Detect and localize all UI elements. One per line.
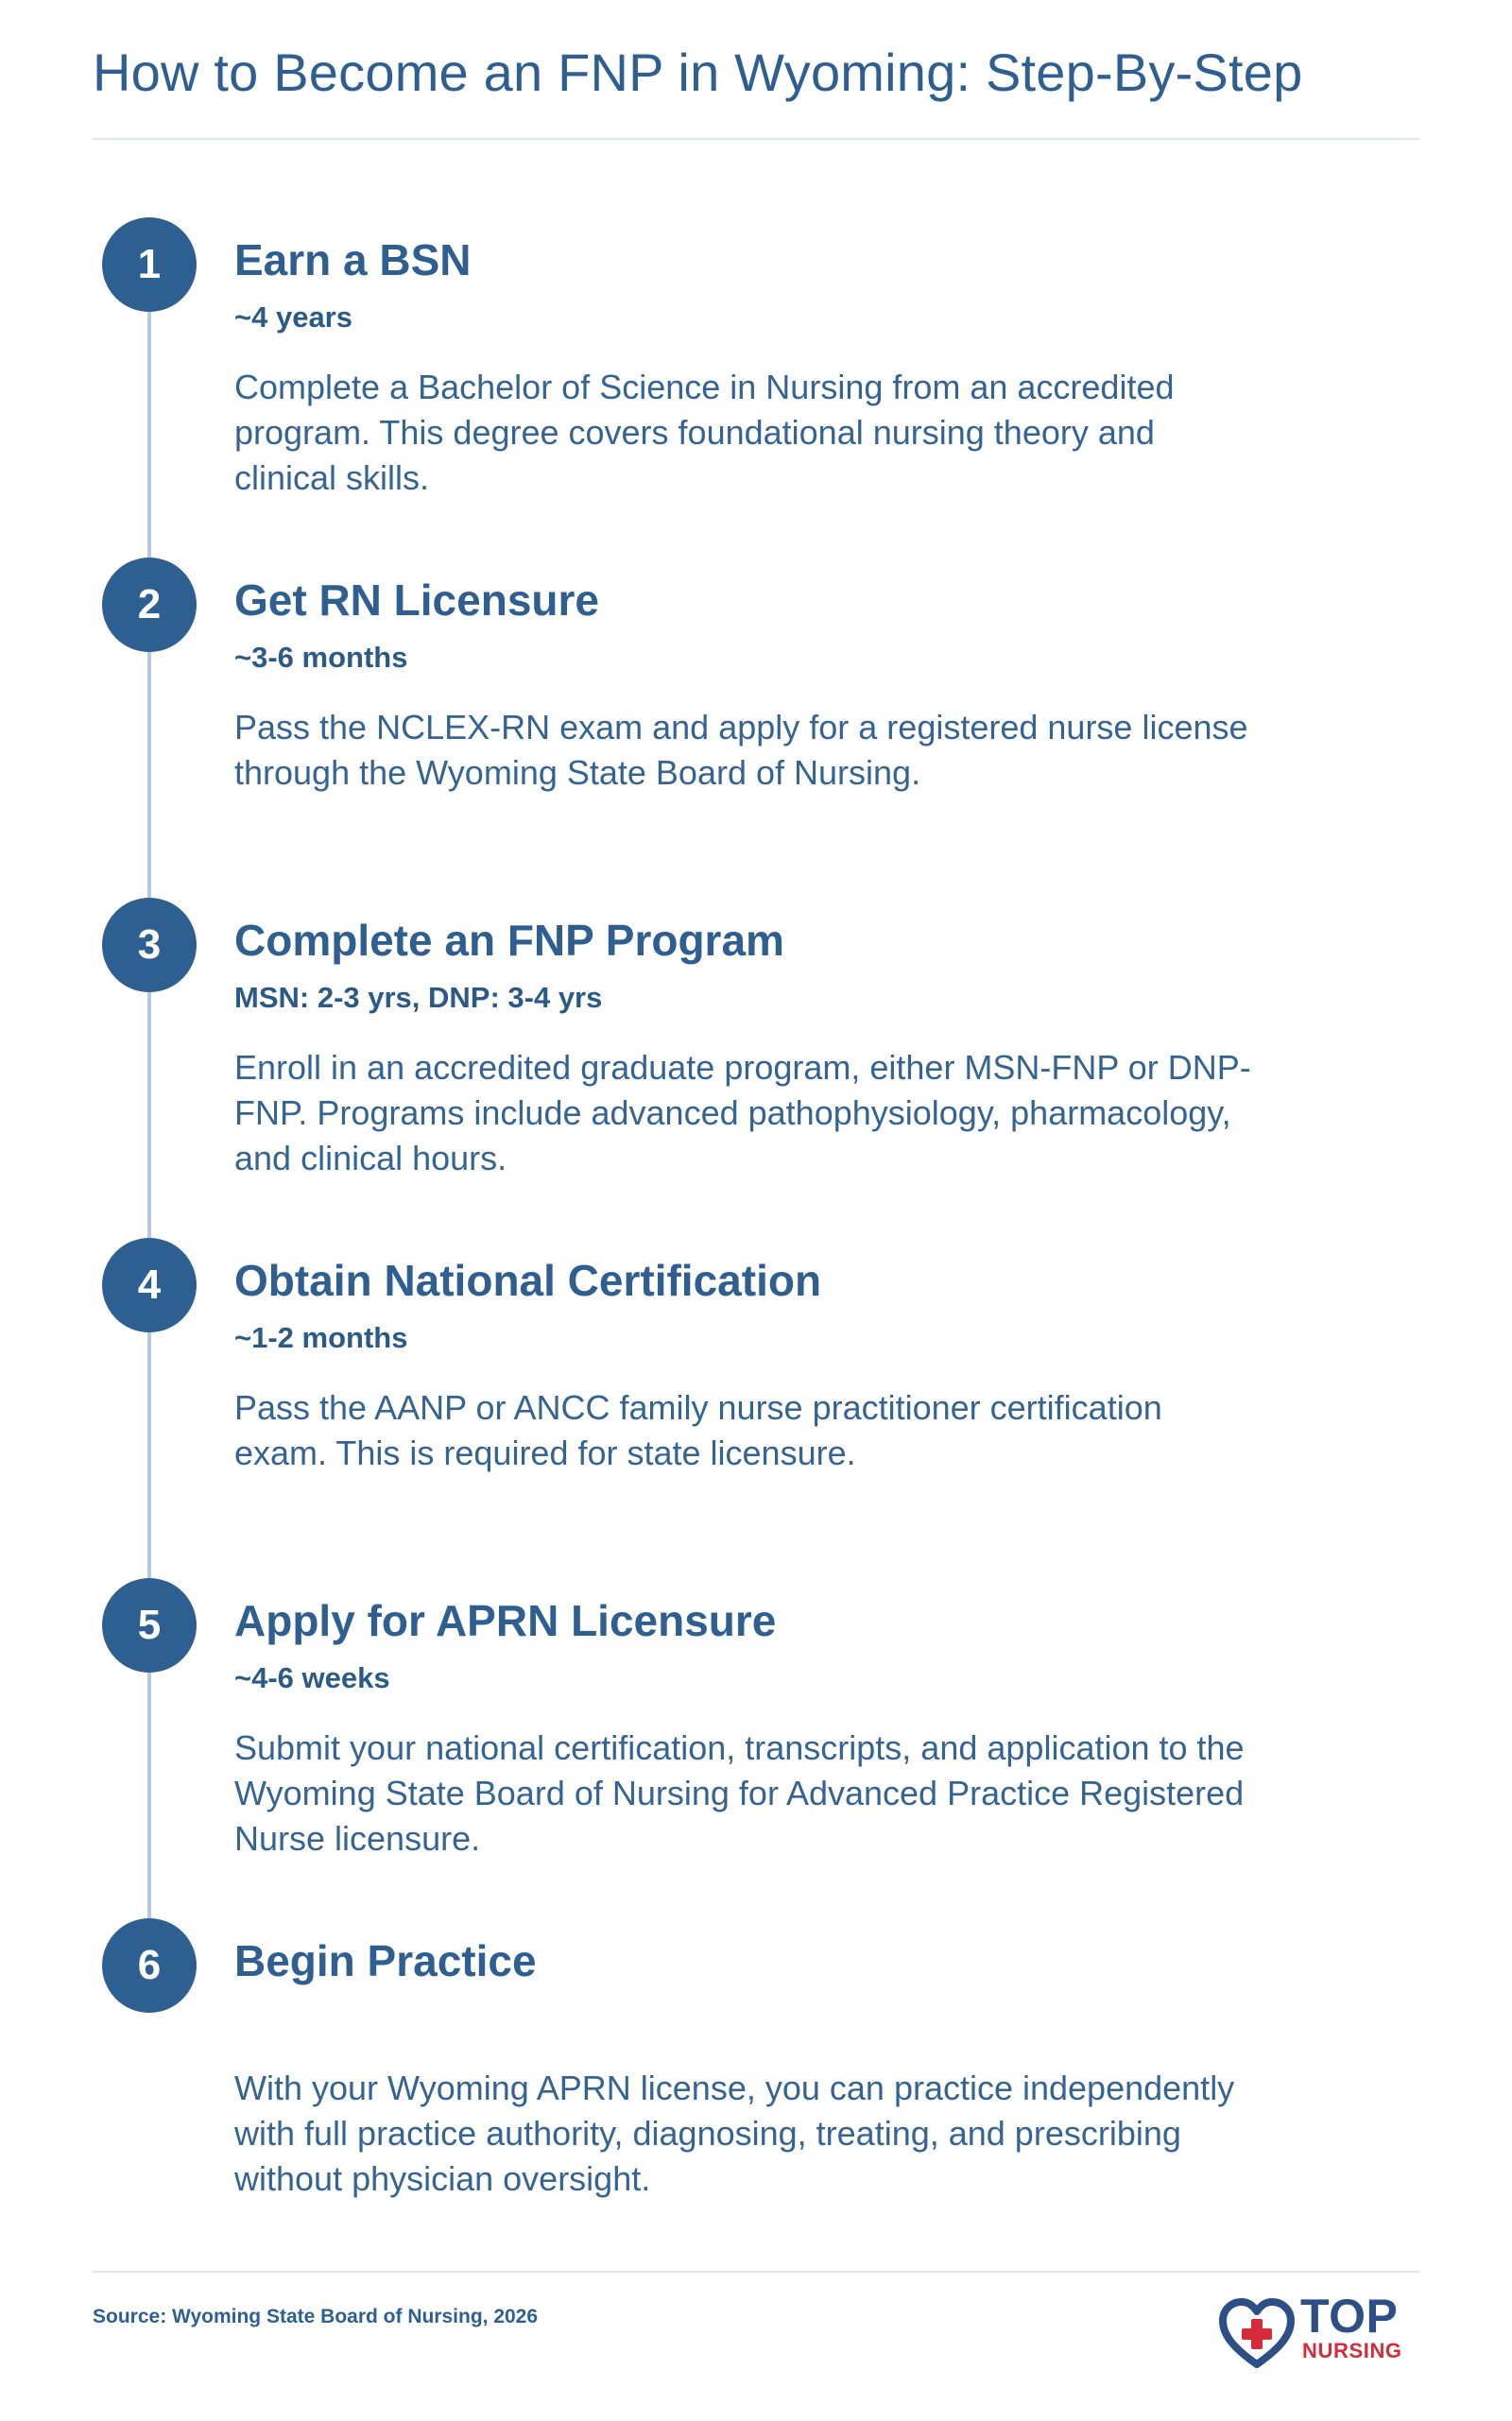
step-description: Enroll in an accredited graduate program, either MSN-FNP or DNP-FNP. Programs include advanced pathophysiology, pharmacology, and clinical hours. <box>234 1048 1251 1177</box>
step-description: Pass the AANP or ANCC family nurse practitioner certification exam. This is required for state licensure. <box>234 1388 1162 1472</box>
step-title: Earn a BSN <box>234 235 472 284</box>
step-title: Apply for APRN Licensure <box>234 1596 777 1645</box>
step-duration: ~4 years <box>234 300 352 334</box>
step-description: With your Wyoming APRN license, you can practice independently with full practice authority, diagnosing, treating, and prescribing without physician oversight. <box>234 2069 1235 2198</box>
timeline-line <box>147 265 151 1966</box>
step-number-badge: 6 <box>102 1918 197 2013</box>
step-number-badge: 4 <box>102 1238 197 1332</box>
step-duration: ~1-2 months <box>234 1321 408 1354</box>
logo-text-bottom: NURSING <box>1302 2339 1402 2362</box>
step-description: Complete a Bachelor of Science in Nursing from an accredited program. This degree covers foundational nursing theory and clinical skills. <box>234 368 1175 497</box>
step-duration: ~4-6 weeks <box>234 1661 390 1694</box>
top-nursing-logo <box>1219 2292 1427 2368</box>
logo-text-top: TOP <box>1300 2290 1399 2343</box>
step-number-badge: 3 <box>102 898 197 992</box>
step-title: Begin Practice <box>234 1936 537 1985</box>
heart-cross-icon <box>1219 2298 1295 2368</box>
step-duration: MSN: 2-3 yrs, DNP: 3-4 yrs <box>234 981 603 1014</box>
step-description: Submit your national certification, transcripts, and application to the Wyoming State Board of Nursing for Advanced Practice Registered Nurse licensure. <box>234 1728 1245 1858</box>
step-title: Obtain National Certification <box>234 1256 822 1305</box>
page-title: How to Become an FNP in Wyoming: Step-By-Step <box>93 43 1303 102</box>
title-divider <box>93 138 1419 140</box>
step-description: Pass the NCLEX-RN exam and apply for a registered nurse license through the Wyoming State Board of Nursing. <box>234 708 1248 792</box>
step-title: Get RN Licensure <box>234 575 599 625</box>
step-number-badge: 1 <box>102 217 197 312</box>
step-number-badge: 5 <box>102 1578 197 1673</box>
footer-divider <box>93 2271 1419 2273</box>
step-duration: ~3-6 months <box>234 641 408 674</box>
step-title: Complete an FNP Program <box>234 916 784 965</box>
source-note: Source: Wyoming State Board of Nursing, 2026 <box>93 2306 539 2327</box>
step-number-badge: 2 <box>102 558 197 652</box>
